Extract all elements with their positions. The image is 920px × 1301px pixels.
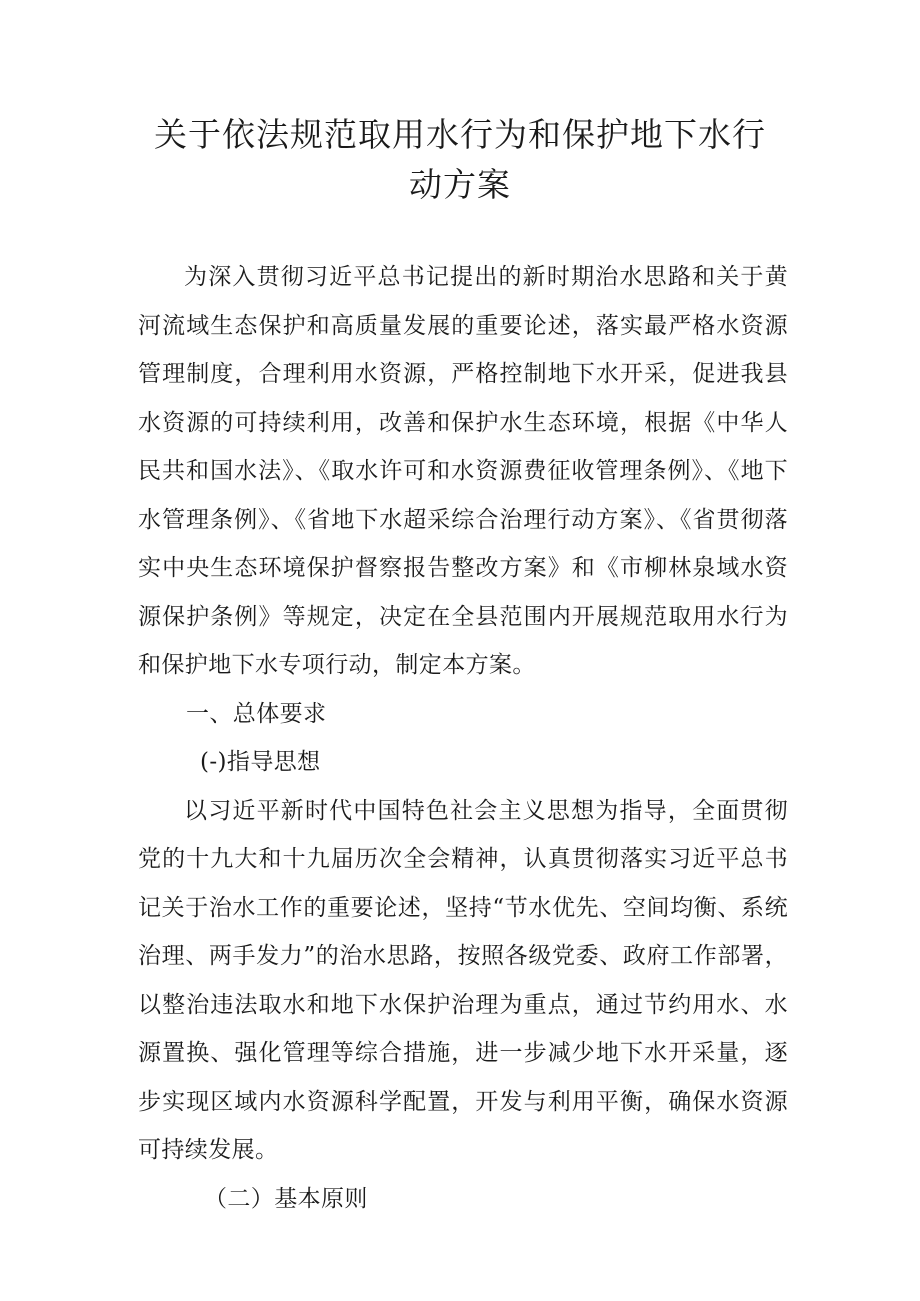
document-title-line-1: 关于依法规范取用水行为和保护地下水行: [154, 115, 766, 154]
document-title-line-2: 动方案: [409, 165, 511, 204]
document-title: [150, 110, 770, 210]
intro-paragraph: 为深入贯彻习近平总书记提出的新时期治水思路和关于黄河流域生态保护和高质量发展的重要论述，落实最严格水资源管理制度，合理利用水资源，严格控制地下水开采，促进我县水资源的可持续利用，改善和保护水生态环境，根据《中华人民共和国水法》、《取水许可和水资源费征收管理条例》、《地下水管理条例》、《省地下水超采综合治理行动方案》、《省贯彻落实中央生态环境保护督察报告整改方案》和《市柳林泉域水资源保护条例》等规定，决定在全县范围内开展规范取用水行为和保护地下水专项行动，制定本方案。: [138, 264, 788, 678]
subsection-heading-basic-principles: （二）基本原则: [204, 1185, 368, 1212]
guiding-ideology-paragraph: 以习近平新时代中国特色社会主义思想为指导，全面贯彻党的十九大和十九届历次全会精神，认真贯彻落实习近平总书记关于治水工作的重要论述，坚持“节水优先、空间均衡、系统治理、两手发力”的治水思路，按照各级党委、政府工作部署，以整治违法取水和地下水保护治理为重点，通过节约用水、水源置换、强化管理等综合措施，进一步减少地下水开采量，逐步实现区域内水资源科学配置，开发与利用平衡，确保水资源可持续发展。: [138, 797, 788, 1163]
document-body: [138, 253, 788, 1223]
section-heading-general-requirements: 一、总体要求: [186, 700, 327, 727]
subsection-heading-guiding-ideology: (-)指导思想: [200, 749, 321, 775]
